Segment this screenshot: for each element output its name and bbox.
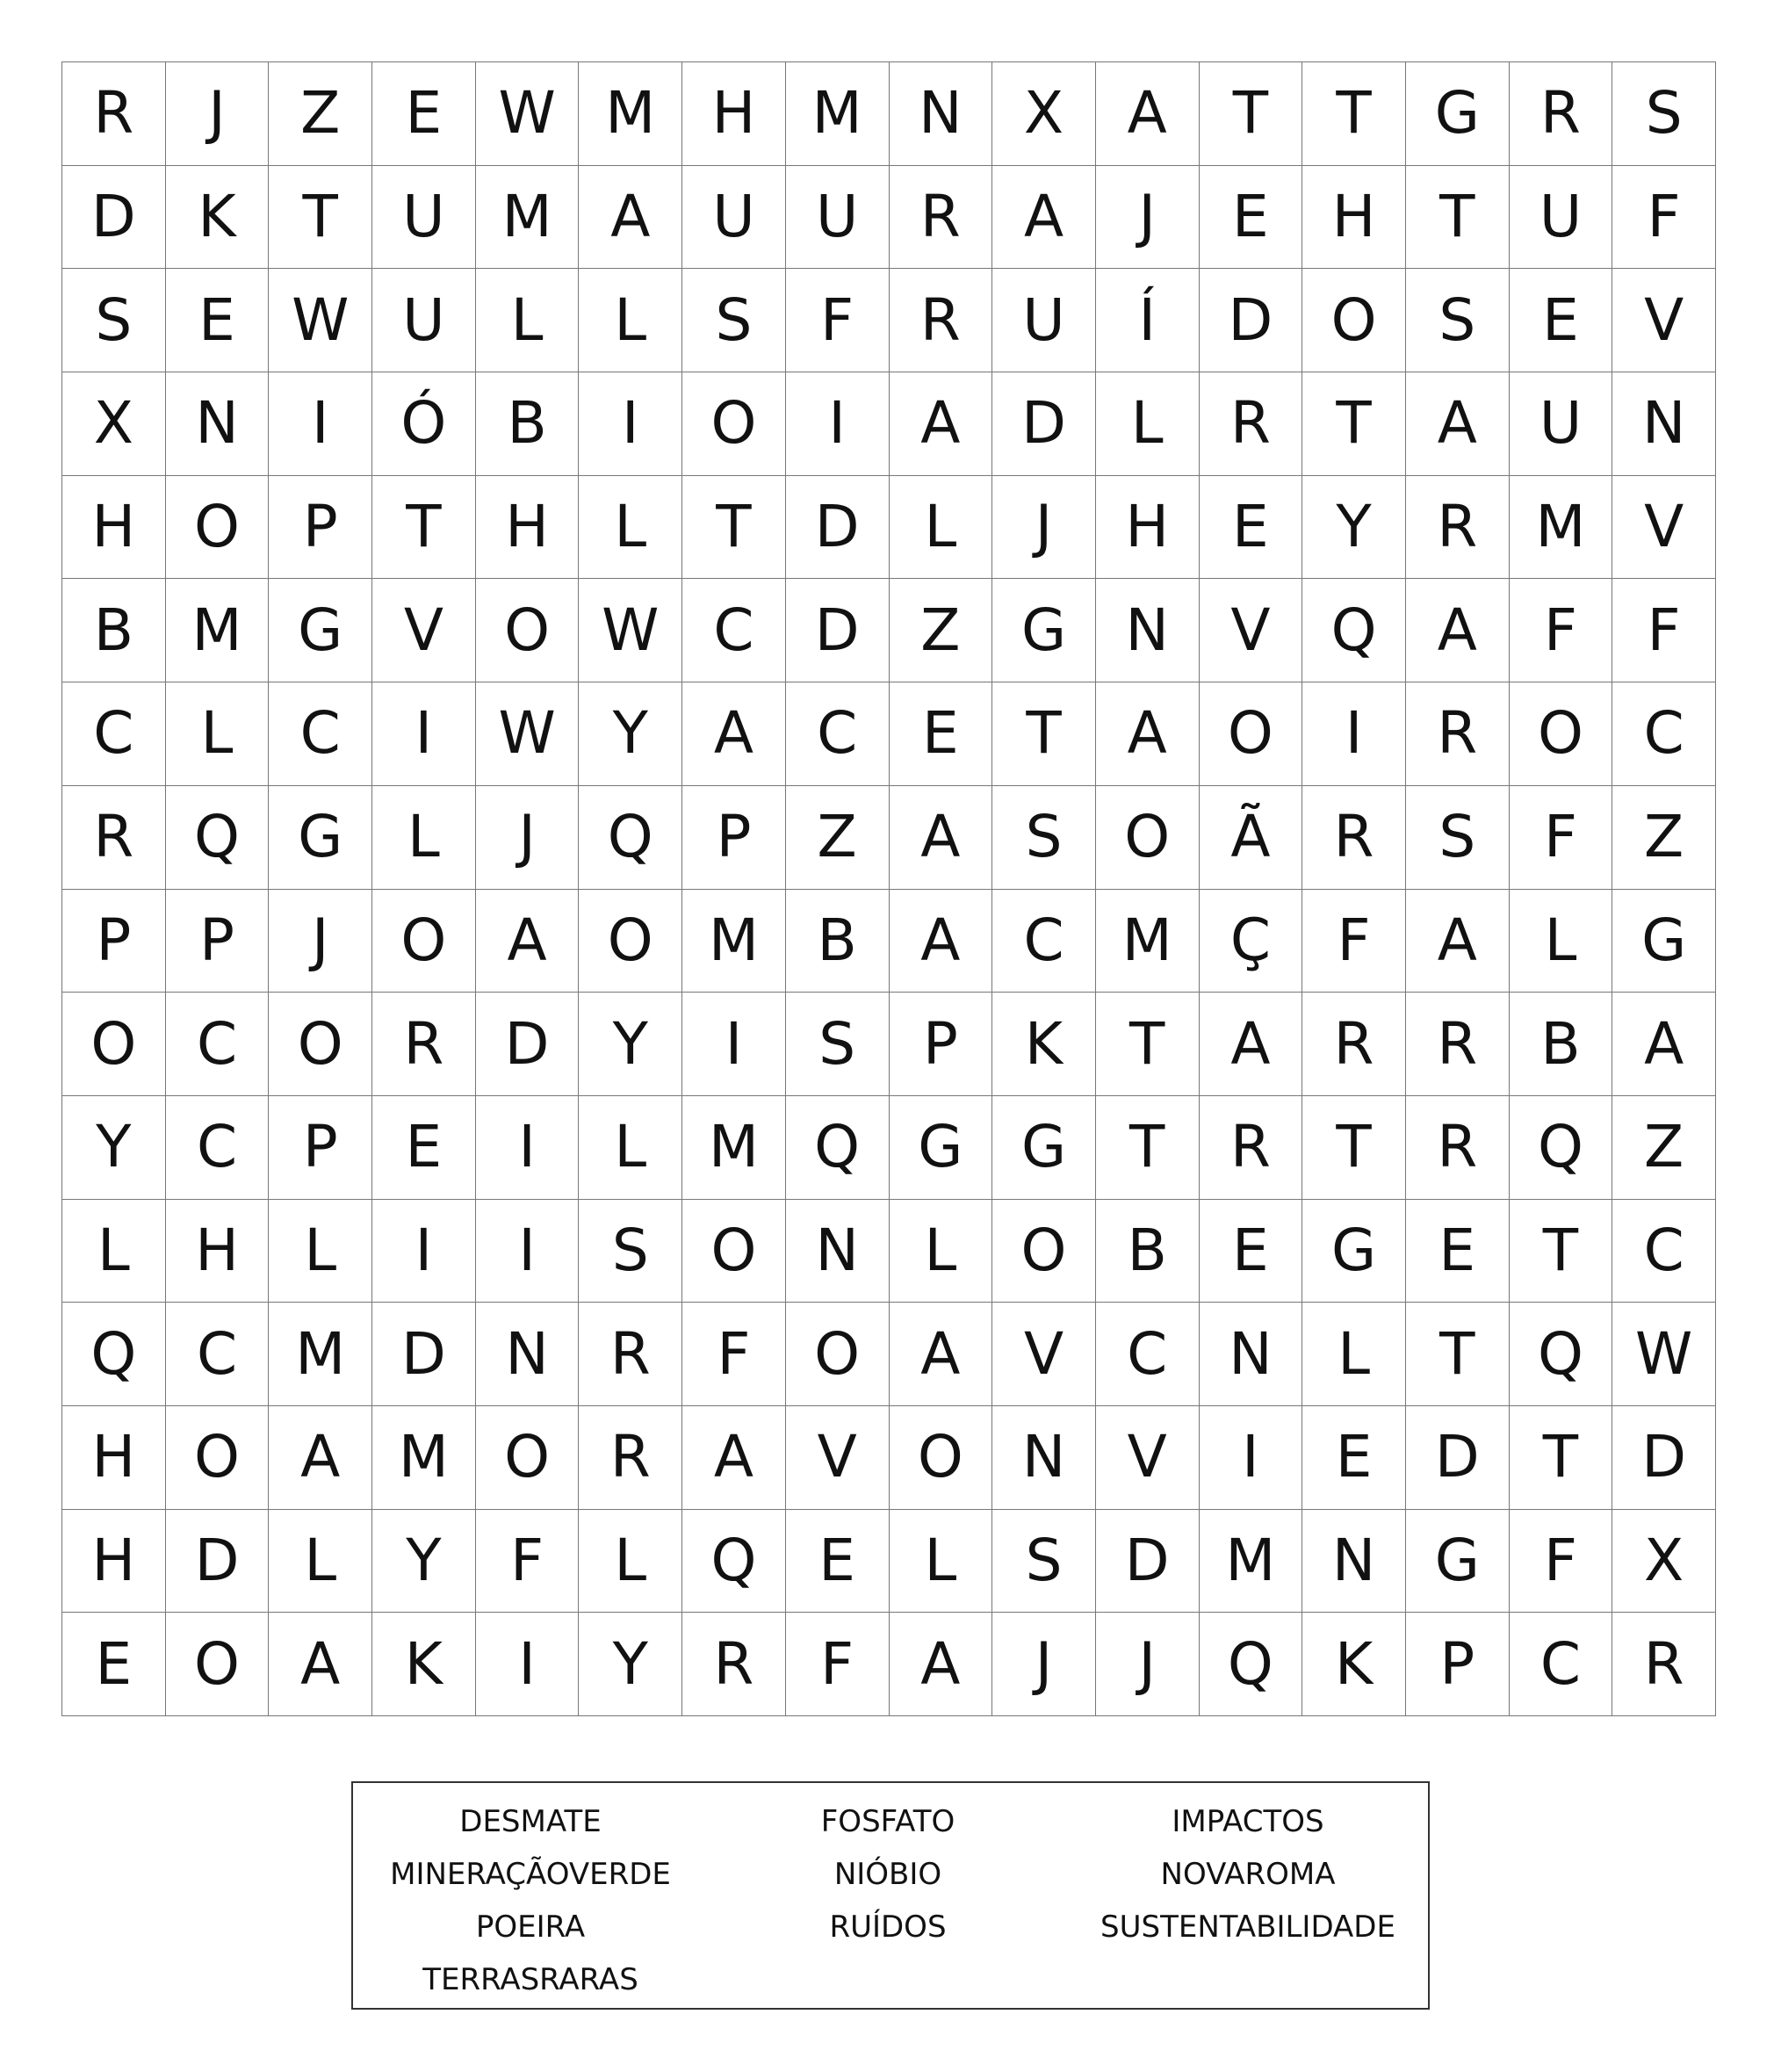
grid-cell[interactable]: G xyxy=(1406,62,1510,166)
grid-cell[interactable]: M xyxy=(786,62,890,166)
grid-cell[interactable]: S xyxy=(992,786,1096,890)
word-list-item: MINERAÇÃOVERDE xyxy=(390,1857,671,1892)
grid-cell[interactable]: D xyxy=(1612,1406,1716,1510)
grid-cell[interactable]: O xyxy=(166,1406,270,1510)
grid-cell[interactable]: S xyxy=(682,269,786,372)
grid-cell[interactable]: C xyxy=(166,1303,270,1406)
grid-cell[interactable]: C xyxy=(166,1096,270,1200)
grid-cell[interactable]: I xyxy=(1302,682,1406,786)
grid-cell[interactable]: D xyxy=(62,166,166,270)
grid-cell[interactable]: O xyxy=(682,1200,786,1303)
grid-cell[interactable]: R xyxy=(1406,993,1510,1096)
grid-cell[interactable]: L xyxy=(579,269,682,372)
grid-cell[interactable]: W xyxy=(476,682,580,786)
grid-cell[interactable]: B xyxy=(62,579,166,682)
letter-grid xyxy=(61,61,1716,1716)
grid-cell[interactable]: O xyxy=(1200,682,1303,786)
word-list-item: IMPACTOS xyxy=(1172,1804,1324,1839)
grid-cell[interactable]: L xyxy=(1302,1303,1406,1406)
grid-cell[interactable]: Q xyxy=(1302,579,1406,682)
grid-cell[interactable]: C xyxy=(166,993,270,1096)
grid-cell[interactable]: V xyxy=(992,1303,1096,1406)
grid-cell[interactable]: O xyxy=(62,993,166,1096)
grid-cell[interactable]: Z xyxy=(1612,1096,1716,1200)
grid-cell[interactable]: A xyxy=(269,1406,372,1510)
grid-cell[interactable]: R xyxy=(62,62,166,166)
grid-cell[interactable]: A xyxy=(579,166,682,270)
grid-cell[interactable]: P xyxy=(890,993,993,1096)
word-list-item: TERRASRARAS xyxy=(422,1962,638,1997)
grid-cell[interactable]: J xyxy=(992,1613,1096,1716)
grid-cell[interactable]: K xyxy=(1302,1613,1406,1716)
grid-cell[interactable]: R xyxy=(1406,1096,1510,1200)
grid-cell[interactable]: M xyxy=(1096,890,1200,993)
grid-cell[interactable]: U xyxy=(682,166,786,270)
grid-cell[interactable]: I xyxy=(476,1096,580,1200)
grid-cell[interactable]: L xyxy=(269,1200,372,1303)
grid-cell[interactable]: O xyxy=(372,890,476,993)
grid-cell[interactable]: N xyxy=(1200,1303,1303,1406)
grid-cell[interactable]: C xyxy=(682,579,786,682)
grid-cell[interactable]: O xyxy=(476,1406,580,1510)
grid-cell[interactable]: C xyxy=(1612,1200,1716,1303)
grid-cell[interactable]: A xyxy=(890,1613,993,1716)
grid-cell[interactable]: V xyxy=(1200,579,1303,682)
grid-cell[interactable]: T xyxy=(1510,1200,1613,1303)
grid-cell[interactable]: M xyxy=(579,62,682,166)
grid-cell[interactable]: N xyxy=(1612,372,1716,476)
grid-cell[interactable]: A xyxy=(1612,993,1716,1096)
word-list-item: SUSTENTABILIDADE xyxy=(1100,1910,1395,1945)
grid-cell[interactable]: R xyxy=(62,786,166,890)
word-list-column-1 xyxy=(353,1795,708,2006)
grid-cell[interactable]: Z xyxy=(269,62,372,166)
grid-cell[interactable]: J xyxy=(166,62,270,166)
grid-cell[interactable]: M xyxy=(1510,476,1613,580)
grid-cell[interactable]: E xyxy=(166,269,270,372)
grid-cell[interactable]: N xyxy=(890,62,993,166)
grid-cell[interactable]: Z xyxy=(1612,786,1716,890)
grid-cell[interactable]: Z xyxy=(786,786,890,890)
grid-cell[interactable]: T xyxy=(1406,166,1510,270)
grid-cell[interactable]: O xyxy=(890,1406,993,1510)
grid-cell[interactable]: L xyxy=(890,1510,993,1614)
grid-cell[interactable]: T xyxy=(1302,372,1406,476)
grid-cell[interactable]: T xyxy=(1200,62,1303,166)
grid-cell[interactable]: A xyxy=(992,166,1096,270)
grid-cell[interactable]: O xyxy=(166,1613,270,1716)
grid-cell[interactable]: P xyxy=(62,890,166,993)
grid-cell[interactable]: F xyxy=(1510,579,1613,682)
grid-cell[interactable]: L xyxy=(890,1200,993,1303)
grid-cell[interactable]: V xyxy=(1096,1406,1200,1510)
grid-cell[interactable]: T xyxy=(1096,993,1200,1096)
grid-cell[interactable]: E xyxy=(1200,476,1303,580)
grid-cell[interactable]: O xyxy=(1510,682,1613,786)
grid-cell[interactable]: R xyxy=(890,166,993,270)
grid-cell[interactable]: G xyxy=(1302,1200,1406,1303)
grid-cell[interactable]: Ã xyxy=(1200,786,1303,890)
grid-cell[interactable]: L xyxy=(62,1200,166,1303)
grid-cell[interactable]: D xyxy=(786,579,890,682)
grid-cell[interactable]: G xyxy=(992,1096,1096,1200)
grid-cell[interactable]: D xyxy=(476,993,580,1096)
grid-cell[interactable]: N xyxy=(476,1303,580,1406)
grid-cell[interactable]: V xyxy=(786,1406,890,1510)
grid-cell[interactable]: H xyxy=(166,1200,270,1303)
word-list-column-2 xyxy=(708,1795,1068,1953)
grid-cell[interactable]: W xyxy=(269,269,372,372)
grid-cell[interactable]: A xyxy=(890,890,993,993)
grid-cell[interactable]: D xyxy=(166,1510,270,1614)
word-list-column-3 xyxy=(1068,1795,1428,1953)
grid-cell[interactable]: T xyxy=(1302,62,1406,166)
word-list-item: NIÓBIO xyxy=(833,1857,942,1892)
grid-cell[interactable]: E xyxy=(372,1096,476,1200)
grid-cell[interactable]: Q xyxy=(62,1303,166,1406)
grid-cell[interactable]: O xyxy=(476,579,580,682)
grid-cell[interactable]: F xyxy=(1612,579,1716,682)
word-list-item: RUÍDOS xyxy=(829,1910,947,1945)
grid-cell[interactable]: X xyxy=(62,372,166,476)
grid-cell[interactable]: F xyxy=(476,1510,580,1614)
grid-cell[interactable]: Y xyxy=(579,682,682,786)
grid-cell[interactable]: G xyxy=(1406,1510,1510,1614)
grid-cell[interactable]: O xyxy=(269,993,372,1096)
grid-cell[interactable]: K xyxy=(166,166,270,270)
grid-cell[interactable]: H xyxy=(476,476,580,580)
grid-cell[interactable]: C xyxy=(62,682,166,786)
grid-cell[interactable]: E xyxy=(1510,269,1613,372)
grid-cell[interactable]: V xyxy=(1612,269,1716,372)
grid-cell[interactable]: G xyxy=(992,579,1096,682)
grid-cell[interactable]: M xyxy=(269,1303,372,1406)
grid-cell[interactable]: D xyxy=(372,1303,476,1406)
grid-cell[interactable]: B xyxy=(786,890,890,993)
grid-cell[interactable]: P xyxy=(269,1096,372,1200)
grid-cell[interactable]: A xyxy=(682,1406,786,1510)
grid-cell[interactable]: A xyxy=(1406,890,1510,993)
grid-cell[interactable]: N xyxy=(166,372,270,476)
grid-cell[interactable]: E xyxy=(1200,166,1303,270)
grid-cell[interactable]: H xyxy=(62,476,166,580)
grid-cell[interactable]: A xyxy=(1406,579,1510,682)
grid-cell[interactable]: E xyxy=(890,682,993,786)
grid-cell[interactable]: O xyxy=(682,372,786,476)
grid-cell[interactable]: A xyxy=(1096,62,1200,166)
grid-cell[interactable]: L xyxy=(476,269,580,372)
grid-cell[interactable]: Q xyxy=(1510,1096,1613,1200)
grid-cell[interactable]: M xyxy=(682,890,786,993)
grid-cell[interactable]: Ó xyxy=(372,372,476,476)
grid-cell[interactable]: S xyxy=(1406,269,1510,372)
grid-cell[interactable]: U xyxy=(1510,166,1613,270)
grid-cell[interactable]: E xyxy=(372,62,476,166)
grid-cell[interactable]: U xyxy=(786,166,890,270)
grid-cell[interactable]: R xyxy=(372,993,476,1096)
grid-cell[interactable]: S xyxy=(992,1510,1096,1614)
grid-cell[interactable]: A xyxy=(269,1613,372,1716)
grid-cell[interactable]: I xyxy=(372,1200,476,1303)
grid-cell[interactable]: C xyxy=(786,682,890,786)
grid-cell[interactable]: R xyxy=(1302,786,1406,890)
grid-cell[interactable]: T xyxy=(1096,1096,1200,1200)
grid-cell[interactable]: F xyxy=(786,1613,890,1716)
grid-cell[interactable]: O xyxy=(786,1303,890,1406)
grid-cell[interactable]: L xyxy=(372,786,476,890)
grid-cell[interactable]: C xyxy=(1096,1303,1200,1406)
grid-cell[interactable]: P xyxy=(1406,1613,1510,1716)
grid-cell[interactable]: I xyxy=(682,993,786,1096)
grid-cell[interactable]: S xyxy=(1612,62,1716,166)
grid-cell[interactable]: H xyxy=(62,1406,166,1510)
grid-cell[interactable]: N xyxy=(786,1200,890,1303)
word-list-item: POEIRA xyxy=(475,1910,586,1945)
grid-cell[interactable]: F xyxy=(1302,890,1406,993)
grid-cell[interactable]: R xyxy=(579,1406,682,1510)
grid-cell[interactable]: R xyxy=(579,1303,682,1406)
grid-cell[interactable]: Í xyxy=(1096,269,1200,372)
grid-cell[interactable]: W xyxy=(476,62,580,166)
grid-cell[interactable]: S xyxy=(579,1200,682,1303)
grid-cell[interactable]: R xyxy=(890,269,993,372)
grid-cell[interactable]: O xyxy=(1096,786,1200,890)
grid-cell[interactable]: Y xyxy=(579,1613,682,1716)
grid-cell[interactable]: X xyxy=(1612,1510,1716,1614)
grid-cell[interactable]: E xyxy=(62,1613,166,1716)
grid-cell[interactable]: D xyxy=(1096,1510,1200,1614)
word-list-item: DESMATE xyxy=(459,1804,602,1839)
grid-cell[interactable]: I xyxy=(786,372,890,476)
grid-cell[interactable]: L xyxy=(579,476,682,580)
grid-cell[interactable]: A xyxy=(890,786,993,890)
grid-cell[interactable]: M xyxy=(166,579,270,682)
grid-cell[interactable]: U xyxy=(992,269,1096,372)
grid-cell[interactable]: C xyxy=(1612,682,1716,786)
grid-cell[interactable]: I xyxy=(269,372,372,476)
grid-cell[interactable]: A xyxy=(1406,372,1510,476)
grid-cell[interactable]: F xyxy=(786,269,890,372)
grid-cell[interactable]: R xyxy=(1406,682,1510,786)
grid-cell[interactable]: N xyxy=(1096,579,1200,682)
grid-cell[interactable]: C xyxy=(1510,1613,1613,1716)
grid-cell[interactable]: D xyxy=(992,372,1096,476)
grid-cell[interactable]: O xyxy=(579,890,682,993)
grid-cell[interactable]: K xyxy=(992,993,1096,1096)
grid-cell[interactable]: O xyxy=(1302,269,1406,372)
grid-cell[interactable]: R xyxy=(1302,993,1406,1096)
grid-cell[interactable]: J xyxy=(1096,1613,1200,1716)
grid-cell[interactable]: Ç xyxy=(1200,890,1303,993)
grid-cell[interactable]: A xyxy=(890,372,993,476)
grid-cell[interactable]: E xyxy=(1200,1200,1303,1303)
grid-cell[interactable]: F xyxy=(682,1303,786,1406)
grid-cell[interactable]: S xyxy=(62,269,166,372)
grid-cell[interactable]: V xyxy=(1612,476,1716,580)
grid-cell[interactable]: M xyxy=(476,166,580,270)
grid-cell[interactable]: S xyxy=(786,993,890,1096)
grid-cell[interactable]: L xyxy=(1510,890,1613,993)
grid-cell[interactable]: L xyxy=(579,1510,682,1614)
grid-cell[interactable]: Y xyxy=(1302,476,1406,580)
grid-cell[interactable]: P xyxy=(269,476,372,580)
grid-cell[interactable]: P xyxy=(166,890,270,993)
word-list xyxy=(351,1781,1430,2010)
grid-cell[interactable]: E xyxy=(1406,1200,1510,1303)
grid-cell[interactable]: G xyxy=(1612,890,1716,993)
grid-cell[interactable]: T xyxy=(1302,1096,1406,1200)
grid-cell[interactable]: R xyxy=(1200,1096,1303,1200)
grid-cell[interactable]: A xyxy=(476,890,580,993)
grid-cell[interactable]: R xyxy=(682,1613,786,1716)
grid-cell[interactable]: T xyxy=(1406,1303,1510,1406)
grid-cell[interactable]: Y xyxy=(62,1096,166,1200)
grid-cell[interactable]: J xyxy=(992,476,1096,580)
grid-cell[interactable]: A xyxy=(890,1303,993,1406)
grid-cell[interactable]: T xyxy=(682,476,786,580)
grid-cell[interactable]: F xyxy=(1510,786,1613,890)
grid-cell[interactable]: T xyxy=(1510,1406,1613,1510)
grid-cell[interactable]: I xyxy=(579,372,682,476)
grid-cell[interactable]: L xyxy=(166,682,270,786)
grid-cell[interactable]: B xyxy=(476,372,580,476)
grid-cell[interactable]: Y xyxy=(372,1510,476,1614)
grid-cell[interactable]: Q xyxy=(1200,1613,1303,1716)
grid-cell[interactable]: B xyxy=(1096,1200,1200,1303)
grid-cell[interactable]: N xyxy=(1302,1510,1406,1614)
grid-cell[interactable]: W xyxy=(579,579,682,682)
word-list-item: NOVAROMA xyxy=(1160,1857,1336,1892)
grid-cell[interactable]: B xyxy=(1510,993,1613,1096)
grid-cell[interactable]: A xyxy=(1200,993,1303,1096)
grid-cell[interactable]: R xyxy=(1612,1613,1716,1716)
grid-cell[interactable]: T xyxy=(372,476,476,580)
grid-cell[interactable]: T xyxy=(269,166,372,270)
grid-cell[interactable]: F xyxy=(1612,166,1716,270)
grid-cell[interactable]: D xyxy=(786,476,890,580)
grid-cell[interactable]: I xyxy=(1200,1406,1303,1510)
grid-cell[interactable]: N xyxy=(992,1406,1096,1510)
grid-cell[interactable]: E xyxy=(786,1510,890,1614)
grid-cell[interactable]: J xyxy=(476,786,580,890)
grid-cell[interactable]: A xyxy=(682,682,786,786)
grid-cell[interactable]: Q xyxy=(682,1510,786,1614)
grid-cell[interactable]: H xyxy=(682,62,786,166)
grid-cell[interactable]: K xyxy=(372,1613,476,1716)
grid-cell[interactable]: D xyxy=(1200,269,1303,372)
grid-cell[interactable]: U xyxy=(372,269,476,372)
grid-cell[interactable]: V xyxy=(372,579,476,682)
grid-cell[interactable]: C xyxy=(992,890,1096,993)
grid-cell[interactable]: L xyxy=(579,1096,682,1200)
grid-cell[interactable]: Z xyxy=(890,579,993,682)
grid-cell[interactable]: M xyxy=(1200,1510,1303,1614)
grid-cell[interactable]: L xyxy=(890,476,993,580)
grid-cell[interactable]: G xyxy=(890,1096,993,1200)
grid-cell[interactable]: C xyxy=(269,682,372,786)
grid-cell[interactable]: O xyxy=(992,1200,1096,1303)
grid-cell[interactable]: M xyxy=(682,1096,786,1200)
grid-cell[interactable]: A xyxy=(1096,682,1200,786)
grid-cell[interactable]: L xyxy=(269,1510,372,1614)
grid-cell[interactable]: H xyxy=(1096,476,1200,580)
grid-cell[interactable]: X xyxy=(992,62,1096,166)
grid-cell[interactable]: D xyxy=(1406,1406,1510,1510)
grid-cell[interactable]: P xyxy=(682,786,786,890)
word-list-item: FOSFATO xyxy=(820,1804,955,1839)
grid-cell[interactable]: J xyxy=(1096,166,1200,270)
grid-cell[interactable]: U xyxy=(1510,372,1613,476)
grid-cell[interactable]: Q xyxy=(579,786,682,890)
grid-cell[interactable]: H xyxy=(1302,166,1406,270)
grid-cell[interactable]: I xyxy=(476,1613,580,1716)
grid-cell[interactable]: T xyxy=(992,682,1096,786)
grid-cell[interactable]: Q xyxy=(166,786,270,890)
grid-cell[interactable]: R xyxy=(1510,62,1613,166)
grid-cell[interactable]: G xyxy=(269,786,372,890)
grid-cell[interactable]: W xyxy=(1612,1303,1716,1406)
grid-cell[interactable]: I xyxy=(372,682,476,786)
grid-cell[interactable]: E xyxy=(1302,1406,1406,1510)
grid-cell[interactable]: J xyxy=(269,890,372,993)
grid-cell[interactable]: G xyxy=(269,579,372,682)
grid-cell[interactable]: L xyxy=(1096,372,1200,476)
grid-cell[interactable]: R xyxy=(1200,372,1303,476)
grid-cell[interactable]: I xyxy=(476,1200,580,1303)
grid-cell[interactable]: Q xyxy=(1510,1303,1613,1406)
grid-cell[interactable]: M xyxy=(372,1406,476,1510)
grid-cell[interactable]: R xyxy=(1406,476,1510,580)
grid-cell[interactable]: F xyxy=(1510,1510,1613,1614)
grid-cell[interactable]: H xyxy=(62,1510,166,1614)
grid-cell[interactable]: U xyxy=(372,166,476,270)
grid-cell[interactable]: Q xyxy=(786,1096,890,1200)
grid-cell[interactable]: Y xyxy=(579,993,682,1096)
grid-cell[interactable]: S xyxy=(1406,786,1510,890)
grid-cell[interactable]: O xyxy=(166,476,270,580)
